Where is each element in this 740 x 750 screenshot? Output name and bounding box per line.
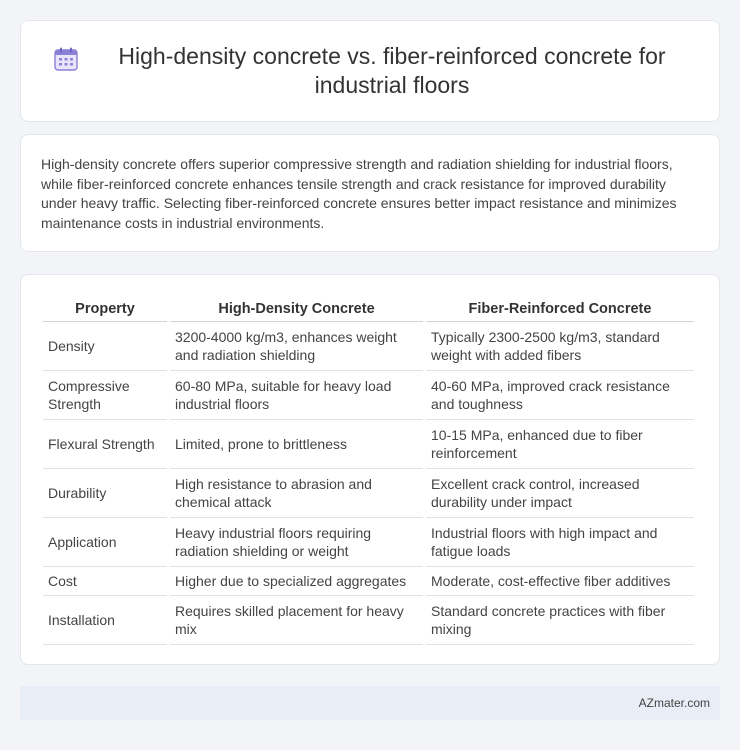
footer-brand: AZmater.com <box>638 696 710 710</box>
page-title: High-density concrete vs. fiber-reinforced concrete for industrial floors <box>118 43 666 98</box>
footer <box>20 686 720 720</box>
summary-card <box>20 134 720 252</box>
table-row <box>43 518 694 567</box>
cell-high-density: High resistance to abrasion and chemical attack <box>170 469 423 518</box>
cell-property: Flexural Strength <box>43 420 167 469</box>
cell-fiber-reinforced: Typically 2300-2500 kg/m3, standard weight with added fibers <box>426 322 694 371</box>
cell-high-density: 60-80 MPa, suitable for heavy load industrial floors <box>170 371 423 420</box>
table-header-row <box>43 295 694 322</box>
header-property: Property <box>43 295 167 322</box>
header-fiber-reinforced: Fiber-Reinforced Concrete <box>426 295 694 322</box>
cell-property: Installation <box>43 596 167 645</box>
summary-text: High-density concrete offers superior compressive strength and radiation shielding for industrial floors, while fiber-reinforced concrete enhances tensile strength and crack resistance for improved durability under heavy traffic. Selecting fiber-reinforced concrete ensures better impact resistance and minimizes maintenance costs in industrial environments. <box>41 156 677 231</box>
cell-high-density: Heavy industrial floors requiring radiation shielding or weight <box>170 518 423 567</box>
cell-high-density: 3200-4000 kg/m3, enhances weight and radiation shielding <box>170 322 423 371</box>
title-wrap <box>53 42 687 100</box>
table-row <box>43 371 694 420</box>
title-card <box>20 20 720 122</box>
table-row <box>43 420 694 469</box>
cell-property: Application <box>43 518 167 567</box>
header-high-density: High-Density Concrete <box>170 295 423 322</box>
table-row <box>43 596 694 645</box>
cell-fiber-reinforced: Industrial floors with high impact and fatigue loads <box>426 518 694 567</box>
cell-fiber-reinforced: Excellent crack control, increased durability under impact <box>426 469 694 518</box>
calendar-icon <box>53 46 79 72</box>
cell-fiber-reinforced: 10-15 MPa, enhanced due to fiber reinforcement <box>426 420 694 469</box>
cell-fiber-reinforced: Moderate, cost-effective fiber additives <box>426 567 694 596</box>
table-row <box>43 567 694 596</box>
cell-fiber-reinforced: Standard concrete practices with fiber mixing <box>426 596 694 645</box>
table-row <box>43 322 694 371</box>
comparison-table <box>40 295 697 645</box>
cell-property: Compressive Strength <box>43 371 167 420</box>
cell-property: Cost <box>43 567 167 596</box>
cell-property: Density <box>43 322 167 371</box>
cell-high-density: Limited, prone to brittleness <box>170 420 423 469</box>
cell-high-density: Higher due to specialized aggregates <box>170 567 423 596</box>
table-row <box>43 469 694 518</box>
cell-high-density: Requires skilled placement for heavy mix <box>170 596 423 645</box>
comparison-card <box>20 274 720 665</box>
cell-fiber-reinforced: 40-60 MPa, improved crack resistance and toughness <box>426 371 694 420</box>
cell-property: Durability <box>43 469 167 518</box>
